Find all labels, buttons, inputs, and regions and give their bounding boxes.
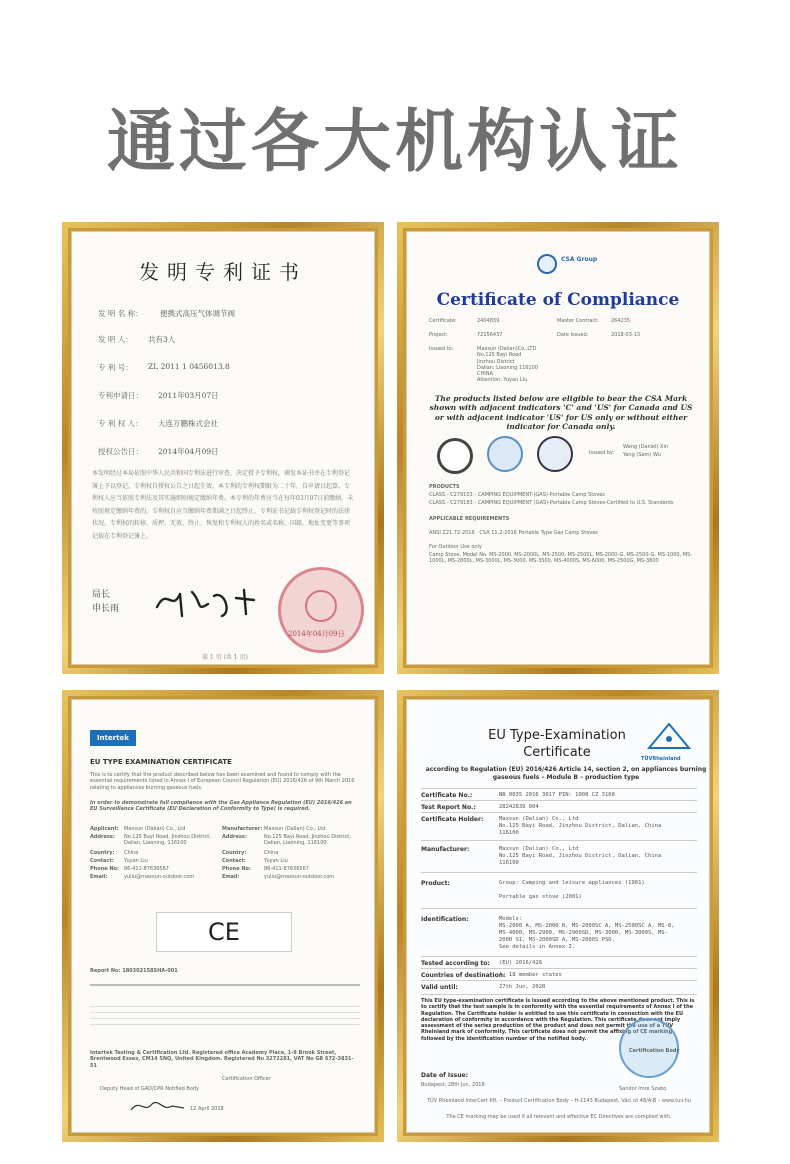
intertek-field-value: No.125 Bayi Road, Jinzhou District, Dalian, Liaoning, 116100 bbox=[264, 834, 351, 847]
csa-products-line: CLASS - C279183 - CAMPING EQUIPMENT (GAS)-Portable Camp Stoves-Certified to U.S. Standards bbox=[429, 500, 674, 506]
intertek-field-label: Country: bbox=[90, 850, 115, 856]
csa-certificate-frame bbox=[397, 222, 719, 674]
patent-certificate-frame bbox=[62, 222, 384, 674]
csa-blue-flame-mark-icon bbox=[487, 436, 523, 472]
intertek-field-label: Phone No: bbox=[90, 866, 119, 872]
csa-field-label: Project: bbox=[429, 332, 448, 338]
tuv-field-label: Valid until: bbox=[421, 984, 458, 991]
tuv-signer: Sandor Imre Szabo bbox=[619, 1086, 667, 1092]
intertek-field-value: 86-411-87636567 bbox=[264, 866, 309, 872]
intertek-field-label: Applicant: bbox=[90, 826, 119, 832]
tuv-field-label: Identification: bbox=[421, 916, 469, 923]
tuv-field-label: Manufacturer: bbox=[421, 846, 470, 853]
patent-label-grant-date: 授权公告日： bbox=[98, 447, 143, 456]
patent-label-name: 发 明 名 称： bbox=[98, 309, 143, 318]
tuv-certificate bbox=[406, 699, 710, 1133]
csa-logo-text: CSA Group bbox=[561, 256, 598, 263]
intertek-report-number: Report No: 180302158SHA-001 bbox=[90, 968, 178, 974]
patent-value-inventor: 共有3人 bbox=[148, 335, 176, 344]
intertek-certificate-frame bbox=[62, 690, 384, 1142]
tuv-triangle-icon bbox=[647, 722, 691, 756]
csa-certificate bbox=[406, 231, 710, 665]
intertek-field-label: Address: bbox=[90, 834, 115, 840]
csa-field-label: Master Contract: bbox=[557, 318, 599, 324]
tuv-field-value: Group: Camping and leisure appliances (1901) Portable gas stove (2001) bbox=[499, 880, 645, 900]
intertek-field-value: China bbox=[124, 850, 139, 856]
patent-value-grant-date: 2014年04月09日 bbox=[158, 447, 219, 456]
tuv-field-value: Maxsun (Dalian) Co., Ltd No.125 Bayi Road, Jinzhou District, Dalian, China 116100 bbox=[499, 816, 662, 836]
tuv-field-value: A, 18 member states bbox=[499, 972, 562, 978]
text-placeholder-line bbox=[90, 984, 360, 986]
tuv-footer: TÜV Rheinland InterCert Kft. – Product Certification Body – H-1143 Budapest, Váci út 48/A-B – www.tuv.hu bbox=[427, 1098, 691, 1104]
csa-signer-2: Yang (Sam) Wu bbox=[623, 452, 661, 458]
intertek-field-label: Email: bbox=[90, 874, 108, 880]
tuv-body-label: Certification Body bbox=[629, 1048, 680, 1054]
patent-label-filing-date: 专利申请日： bbox=[98, 391, 143, 400]
tuv-footer-note: The CE marking may be used if all relevant and effective EC Directives are complied with. bbox=[446, 1114, 672, 1120]
intertek-field-label: Address: bbox=[222, 834, 247, 840]
text-placeholder-line bbox=[90, 1012, 360, 1013]
text-placeholder-line bbox=[90, 1006, 360, 1007]
patent-title: 发明专利证书 bbox=[139, 260, 307, 284]
tuv-field-label: Certificate No.: bbox=[421, 792, 473, 799]
csa-outdoor-heading: For Outdoor Use only bbox=[429, 544, 482, 550]
csa-requirements-heading: APPLICABLE REQUIREMENTS bbox=[429, 516, 510, 522]
patent-stamp-date: 2014年04月09日 bbox=[288, 630, 345, 638]
patent-value-number: ZL 2011 1 0456013.8 bbox=[148, 362, 230, 371]
csa-field-value: 264235 bbox=[611, 318, 631, 324]
tuv-field-value: Maxsun (Dalian) Co., Ltd No.125 Bayi Road, Jinzhou District, Dalian, China 116100 bbox=[499, 846, 662, 866]
csa-models: Camp Stove, Model No. MS-2000, MS-2000L, MS-2500, MS-2500L, MS-2000-G, MS-2500-G, MS-1000, MS-1000L, MS-2800L, MS-3000L, MS-3000, MS-3500, MS-4000S, MS-6000, MS-2500G, MS-3800 bbox=[429, 552, 693, 565]
patent-signature-name: 申长雨 bbox=[92, 604, 120, 614]
intertek-field-label: Contact: bbox=[222, 858, 246, 864]
intertek-logo: Intertek bbox=[90, 730, 136, 746]
tuv-title bbox=[447, 728, 667, 762]
intertek-field-value: Yuyan Liu bbox=[124, 858, 148, 864]
tuv-certificate-frame bbox=[397, 690, 719, 1142]
tuv-field-label: Test Report No.: bbox=[421, 804, 476, 811]
csa-c-us-mark-icon bbox=[437, 438, 473, 474]
csa-issued-by-label: Issued by: bbox=[589, 450, 615, 456]
tuv-field-label: Certificate Holder: bbox=[421, 816, 484, 823]
csa-requirements-line: ANSI Z21.72-2016 · CSA 11.2-2016 Portable Type Gas Camp Stoves bbox=[429, 530, 598, 536]
tuv-title-line: EU Type-Examination bbox=[488, 728, 626, 743]
csa-signer: Wang (Daniel) Xin bbox=[623, 444, 669, 450]
patent-page-mark: 第 1 页 (共 1 页) bbox=[202, 654, 248, 661]
patent-value-holder: 大连万鹏株式会社 bbox=[158, 419, 218, 428]
tuv-field-label: Countries of destination: bbox=[421, 972, 506, 979]
tuv-date-value: Budapest, 28th Jun, 2018 bbox=[421, 1082, 485, 1088]
intertek-field-label: Email: bbox=[222, 874, 240, 880]
tuv-subtitle: according to Regulation (EU) 2016/426 Article 14, section 2, on appliances burning gaseous fuels – Module B – production type bbox=[425, 766, 707, 781]
tuv-field-value: (EU) 2016/426 bbox=[499, 960, 543, 966]
tuv-title-line: Certificate bbox=[523, 744, 591, 760]
csa-field-value: 2018-03-13 bbox=[611, 332, 641, 338]
tuv-date-label: Date of Issue: bbox=[421, 1072, 468, 1079]
intertek-field-value: Yuyan Liu bbox=[264, 858, 288, 864]
text-placeholder-line bbox=[90, 1018, 360, 1019]
csa-title: Certificate of Compliance bbox=[436, 290, 680, 310]
csa-issued-to-label: Issued to: bbox=[429, 346, 454, 352]
intertek-field-value: Maxsun (Dalian) Co., Ltd bbox=[264, 826, 326, 832]
patent-value-filing-date: 2011年03月07日 bbox=[158, 391, 219, 400]
intertek-issued-date: 12 April 2018 bbox=[190, 1106, 224, 1112]
patent-label-number: 专 利 号： bbox=[98, 363, 133, 372]
intertek-field-label: Phone No: bbox=[222, 866, 251, 872]
intertek-paragraph: In order to demonstrate full compliance with the Gas Appliance Regulation (EU) 2016/426 an EU Surveillance Certificate (EU Declaration of Conformity to Type) is required. bbox=[90, 800, 352, 813]
intertek-paragraph: This is to certify that the product described below has been examined and found to comply with the essential requirements listed in Annex I of European Council Regulation (EU) 2016/426 of 9th March 2016 relating to appliances burning gaseous fuels. bbox=[90, 772, 355, 791]
tuv-statement: This EU type-examination certificate is issued according to the above mentioned product. This is to certify that the test sample is in conformity with the essential requirements of Annex I of the Regulation. The Certificate holder is entitled to use this certificate in connection with the EU declaration of conformity in accordance with the Regulation. This certificate does not imply assessment of the series production of the product and does not permit the use of a TÜV Rheinland mark of conformity. This certificate does not permit the affixing of CE marking followed by the identification number of the notified body. bbox=[421, 998, 695, 1042]
intertek-field-value: 86-411-87636567 bbox=[124, 866, 169, 872]
handwritten-signature bbox=[152, 582, 262, 622]
csa-field-label: Certificate: bbox=[429, 318, 457, 324]
csa-field-label: Date Issued: bbox=[557, 332, 589, 338]
patent-label-holder: 专 利 权 人： bbox=[98, 419, 143, 428]
patent-body-text: 本发明经过本局依照中华人民共和国专利法进行审查，决定授予专利权，颁发本证书并在专利登记簿上予以登记。专利权自授权公告之日起生效。本专利的专利权期限为二十年，自申请日起算。专利权人应当依照专利法及其实施细则规定缴纳年费。本专利的年费应当在每年03月07日前缴纳。未按照规定缴纳年费的，专利权自应当缴纳年费期满之日起终止。专利证书记载专利权登记时的法律状况。专利权的转移、质押、无效、终止、恢复和专利权人的姓名或名称、国籍、地址变更等事项记载在专利登记簿上。 bbox=[92, 470, 354, 540]
text-placeholder-line bbox=[90, 1024, 360, 1025]
intertek-field-label: Country: bbox=[222, 850, 247, 856]
tuv-field-value: 28242839 004 bbox=[499, 804, 539, 810]
ce-mark: CE bbox=[208, 918, 240, 946]
tuv-field-label: Tested according to: bbox=[421, 960, 490, 967]
intertek-field-value: China bbox=[264, 850, 279, 856]
intertek-footer-company: Intertek Testing & Certification Ltd. Registered office Academy Place, 1-9 Brook Street, Brentwood Essex, CM14 5NQ, United Kingdom. Registered No 3272281, VAT No GB 672-3831-51 bbox=[90, 1050, 354, 1069]
csa-logo-icon bbox=[537, 254, 557, 274]
tuv-label: TÜVRheinland bbox=[641, 756, 681, 762]
page-heading: 通过各大机构认证 bbox=[106, 103, 683, 182]
csa-products-line: CLASS - C279103 - CAMPING EQUIPMENT-(GAS)-Portable Camp Stoves bbox=[429, 492, 605, 498]
patent-certificate bbox=[71, 231, 375, 665]
intertek-signature bbox=[128, 1096, 188, 1116]
patent-label-inventor: 发 明 人： bbox=[98, 335, 133, 344]
csa-statement: The products listed below are eligible to bear the CSA Mark shown with adjacent indicators 'C' and 'US' for Canada and US or with adjacent indicator 'US' for US only or without either indicator for Canada only. bbox=[429, 394, 693, 432]
patent-signature-label: 局长 bbox=[92, 590, 111, 600]
intertek-certificate bbox=[71, 699, 375, 1133]
csa-field-value: 2404839 bbox=[477, 318, 500, 324]
intertek-title: EU TYPE EXAMINATION CERTIFICATE bbox=[90, 758, 232, 766]
tuv-field-value: Models: MS-2000 A, MS-2000 B, MS-2000SC A, MS-2500SC A, MS-8, MS-4000, MS-2900, MS-2900SD, MS-3000, MS-3000S, MS- 2000 S1, MS-2000SD A, MS-2000S PSD. See details in Annex I. bbox=[499, 916, 675, 950]
intertek-signatory-role: Deputy Head of GAD/CPR Notified Body bbox=[100, 1086, 200, 1092]
csa-field-value: 72156437 bbox=[477, 332, 503, 338]
tuv-field-value: NB 0035 2016 3017 PIN: 1008 CZ 3168 bbox=[499, 792, 615, 798]
intertek-field-label: Contact: bbox=[90, 858, 114, 864]
intertek-signatory-label: Certification Officer bbox=[222, 1076, 271, 1082]
csa-star-mark-icon bbox=[537, 436, 573, 472]
intertek-field-value: No.125 Bayi Road, Jinzhou District, Dalian, Liaoning, 116100 bbox=[124, 834, 211, 847]
tuv-field-label: Product: bbox=[421, 880, 450, 887]
official-seal bbox=[278, 567, 364, 653]
csa-issued-to: Maxsun (Dalian)Co.,LTD No.125 Bayi Road Jinzhou District Dalian, Liaoning 116100 CHINA Attention: Yuyan Liu bbox=[477, 346, 538, 384]
intertek-field-value: yuliu@maxsun-outdoor.com bbox=[264, 874, 335, 880]
intertek-field-label: Manufacturer: bbox=[222, 826, 263, 832]
csa-products-heading: PRODUCTS bbox=[429, 484, 460, 490]
intertek-field-value: Maxsun (Dalian) Co., Ltd bbox=[124, 826, 186, 832]
intertek-field-value: yuliu@maxsun-outdoor.com bbox=[124, 874, 195, 880]
tuv-field-value: 27th Jun, 2028 bbox=[499, 984, 546, 990]
patent-value-name: 便携式高压气体调节阀 bbox=[160, 309, 235, 318]
